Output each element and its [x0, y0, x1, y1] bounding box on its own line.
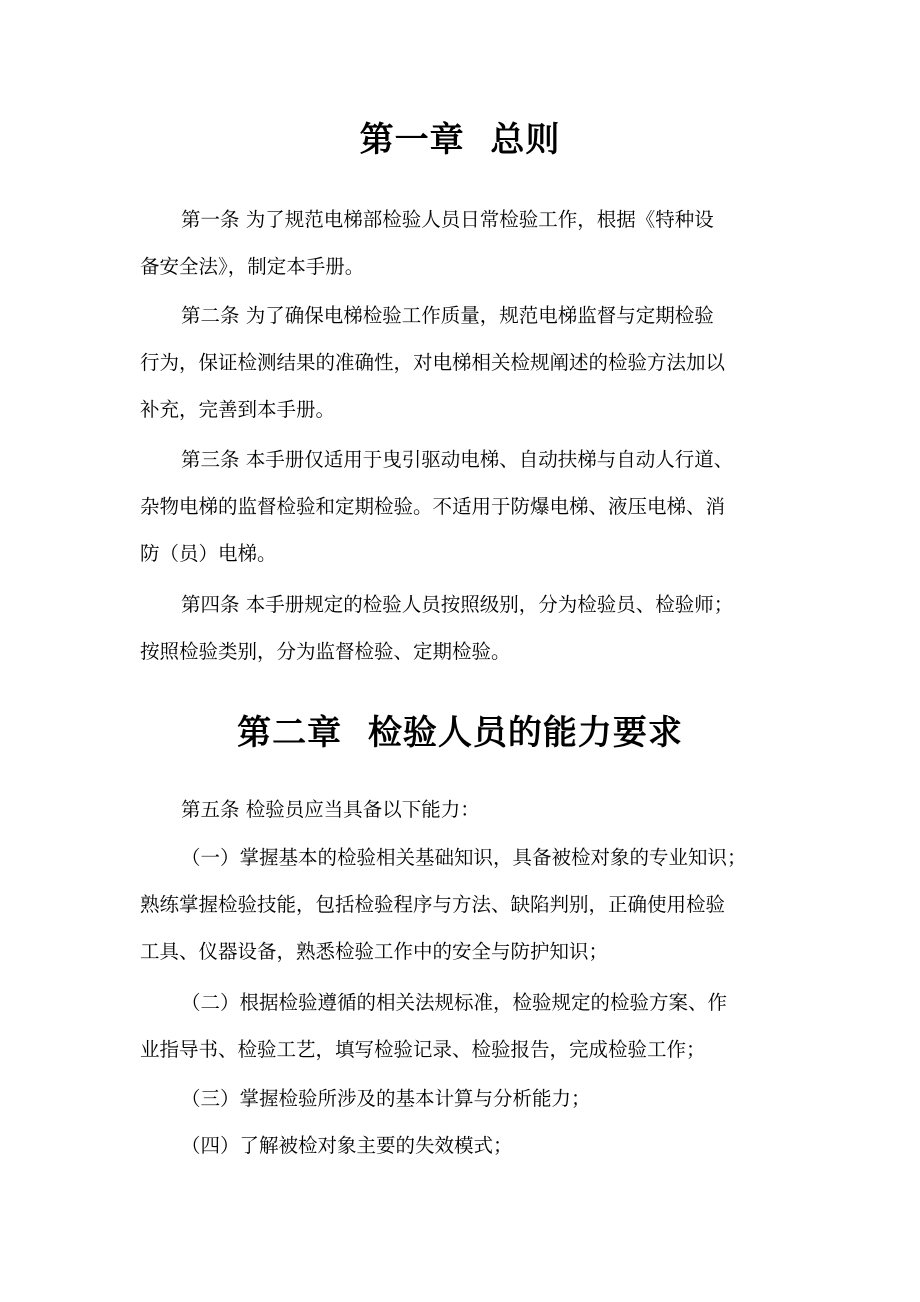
- clause-1-line-3: 工具、仪器设备，熟悉检验工作中的安全与防护知识；: [140, 940, 609, 963]
- article-5-line-1: 第五条 检验员应当具备以下能力：: [181, 798, 480, 821]
- clause-3: [140, 1075, 800, 1122]
- article-1-line-1: 第一条 为了规范电梯部检验人员日常检验工作，根据《特种设: [181, 208, 714, 231]
- chapter-2-title: 第二章 检验人员的能力要求: [237, 713, 683, 753]
- article-2-line-3: 补充，完善到本手册。: [140, 398, 336, 421]
- article-3-line-1: 第三条 本手册仅适用于曳引驱动电梯、自动扶梯与自动人行道、: [181, 448, 734, 471]
- clause-1-line-1: （一）掌握基本的检验相关基础知识，具备被检对象的专业知识；: [181, 846, 747, 869]
- article-4: [140, 581, 800, 675]
- clause-2-line-2: 业指导书、检验工艺，填写检验记录、检验报告，完成检验工作；: [140, 1038, 706, 1061]
- clause-2-line-1: （二）根据检验遵循的相关法规标准，检验规定的检验方案、作: [181, 991, 728, 1014]
- clause-4: [140, 1122, 800, 1169]
- article-4-line-2: 按照检验类别，分为监督检验、定期检验。: [140, 640, 511, 663]
- article-4-line-1: 第四条 本手册规定的检验人员按照级别，分为检验员、检验师；: [181, 593, 734, 616]
- clause-4-line-1: （四）了解被检对象主要的失效模式；: [181, 1134, 513, 1157]
- article-1-line-2: 备安全法》，制定本手册。: [140, 255, 365, 278]
- article-2-line-2: 行为，保证检测结果的准确性，对电梯相关检规阐述的检验方法加以: [140, 351, 726, 374]
- clause-2: [140, 979, 800, 1073]
- clause-1-line-2: 熟练掌握检验技能，包括检验程序与方法、缺陷判别，正确使用检验: [140, 893, 726, 916]
- article-2-line-1: 第二条 为了确保电梯检验工作质量，规范电梯监督与定期检验: [181, 304, 714, 327]
- article-3-line-3: 防（员）电梯。: [140, 542, 277, 565]
- article-3: [140, 436, 800, 577]
- chapter-1-title: 第一章 总则: [359, 120, 561, 160]
- clause-3-line-1: （三）掌握检验所涉及的基本计算与分析能力；: [181, 1087, 591, 1110]
- clause-1: [140, 834, 800, 975]
- article-1: [140, 196, 800, 290]
- article-5: [140, 786, 800, 833]
- article-2: [140, 292, 800, 433]
- article-3-line-2: 杂物电梯的监督检验和定期检验。不适用于防爆电梯、液压电梯、消: [140, 495, 726, 518]
